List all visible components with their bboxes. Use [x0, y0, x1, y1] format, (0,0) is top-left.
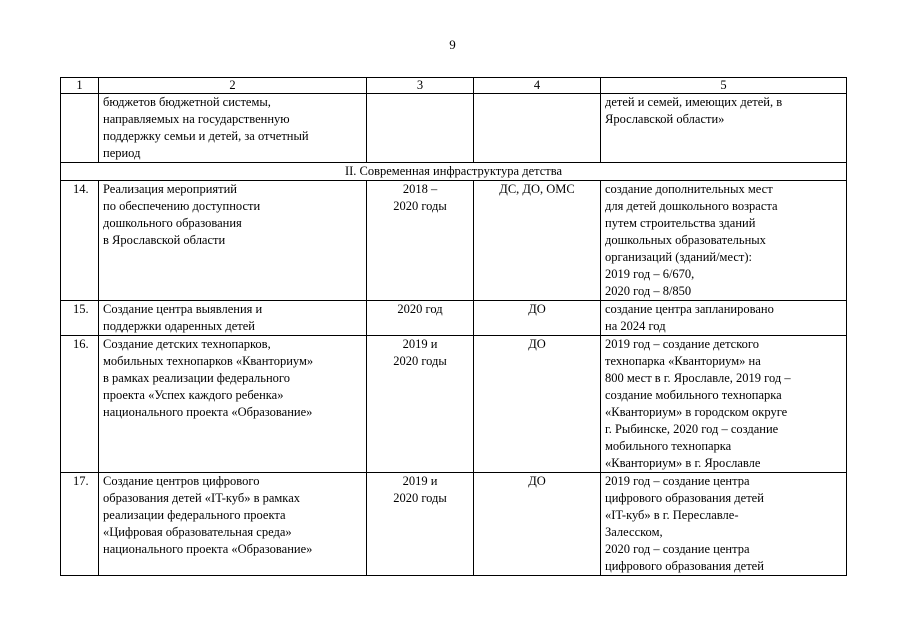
result-cell: детей и семей, имеющих детей, в Ярославской области» — [601, 94, 847, 163]
table-row — [61, 181, 847, 301]
column-number-row — [61, 78, 847, 94]
num-cell — [61, 94, 99, 163]
measure-cell: Создание центров цифрового образования детей «IT-куб» в рамках реализации федерального проекта «Цифровая образовательная среда» национального проекта «Образование» — [99, 473, 367, 576]
measure-cell: Создание детских технопарков, мобильных технопарков «Кванториум» в рамках реализации федерального проекта «Успех каждого ребенка» национального проекта «Образование» — [99, 336, 367, 473]
executor-cell: ДО — [474, 301, 601, 336]
executor-cell: ДО — [474, 336, 601, 473]
result-cell: 2019 год – создание центра цифрового образования детей «IT-куб» в г. Переславле- Залесском, 2020 год – создание центра цифрового образования детей — [601, 473, 847, 576]
row-number: 17. — [61, 473, 99, 576]
term-cell: 2019 и 2020 годы — [367, 336, 474, 473]
row-number: 14. — [61, 181, 99, 301]
table-row — [61, 336, 847, 473]
section-title: II. Современная инфраструктура детства — [61, 163, 847, 181]
row-number: 15. — [61, 301, 99, 336]
column-number: 3 — [367, 78, 474, 94]
column-number: 2 — [99, 78, 367, 94]
measure-cell: Реализация мероприятий по обеспечению доступности дошкольного образования в Ярославской области — [99, 181, 367, 301]
result-cell: создание центра запланировано на 2024 год — [601, 301, 847, 336]
result-cell: создание дополнительных мест для детей дошкольного возраста путем строительства зданий дошкольных образовательных организаций (зданий/мест): 2019 год – 6/670, 2020 год – 8/850 — [601, 181, 847, 301]
term-cell: 2020 год — [367, 301, 474, 336]
section-row — [61, 163, 847, 181]
term-cell: 2018 – 2020 годы — [367, 181, 474, 301]
term-cell — [367, 94, 474, 163]
column-number: 5 — [601, 78, 847, 94]
column-number: 1 — [61, 78, 99, 94]
column-number: 4 — [474, 78, 601, 94]
continuation-row — [61, 94, 847, 163]
measure-cell: Создание центра выявления и поддержки одаренных детей — [99, 301, 367, 336]
term-cell: 2019 и 2020 годы — [367, 473, 474, 576]
executor-cell: ДО — [474, 473, 601, 576]
measure-cell: бюджетов бюджетной системы, направляемых на государственную поддержку семьи и детей, за отчетный период — [99, 94, 367, 163]
measures-table — [60, 77, 847, 576]
result-cell: 2019 год – создание детского технопарка «Кванториум» на 800 мест в г. Ярославле, 2019 год – создание мобильного технопарка «Кванториум» в городском округе г. Рыбинске, 2020 год – создание мобильного технопарка «Кванториум» в г. Ярославле — [601, 336, 847, 473]
executor-cell — [474, 94, 601, 163]
table-row — [61, 473, 847, 576]
table-row — [61, 301, 847, 336]
row-number: 16. — [61, 336, 99, 473]
executor-cell: ДС, ДО, ОМС — [474, 181, 601, 301]
page-number: 9 — [449, 37, 456, 52]
